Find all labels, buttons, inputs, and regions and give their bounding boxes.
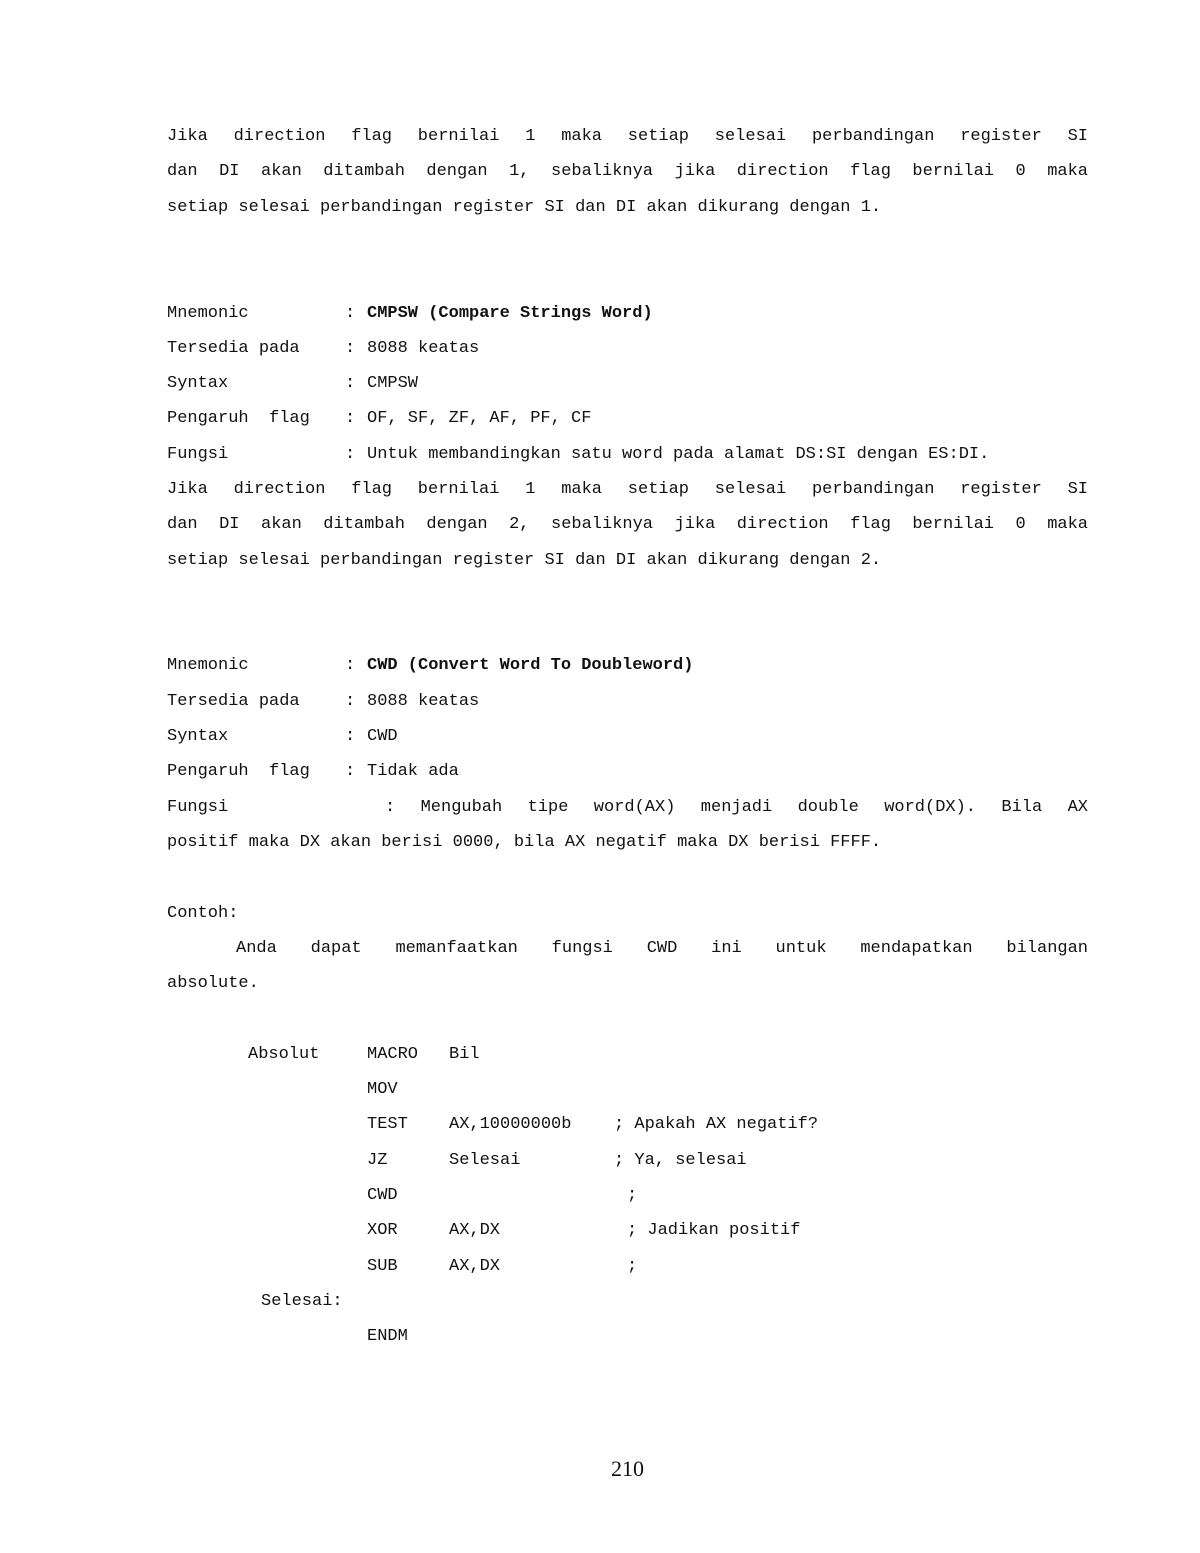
cmpsw-flags-value: OF, SF, ZF, AF, PF, CF (367, 409, 592, 428)
cwd-syntax-sep: : (345, 727, 356, 746)
cmpsw-desc-line-2: dan DI akan ditambah dengan 2, sebaliknya jika direction flag bernilai 0 maka (167, 515, 1088, 534)
code-arg: Bil (449, 1045, 480, 1064)
cmpsw-syntax-value: CMPSW (367, 374, 419, 393)
code-comment: ; Jadikan positif (627, 1221, 801, 1240)
cwd-flags-value: Tidak ada (367, 762, 459, 781)
cmpsw-function-sep: : (345, 445, 356, 464)
cwd-function-label: Fungsi (167, 798, 229, 817)
code-op: XOR (367, 1221, 398, 1240)
intro-line-1: Jika direction flag bernilai 1 maka setiap selesai perbandingan register SI (167, 127, 1088, 146)
code-comment: ; (627, 1257, 638, 1276)
code-arg: AX,DX (449, 1257, 501, 1276)
cmpsw-function-value: Untuk membandingkan satu word pada alamat DS:SI dengan ES:DI. (367, 445, 990, 464)
cmpsw-flags-sep: : (345, 409, 356, 428)
cwd-flags-sep: : (345, 762, 356, 781)
cmpsw-function-label: Fungsi (167, 445, 229, 464)
code-op: TEST (367, 1115, 408, 1134)
cmpsw-mnemonic-label: Mnemonic (167, 304, 249, 323)
code-op: SUB (367, 1257, 398, 1276)
code-comment: ; Apakah AX negatif? (614, 1115, 819, 1134)
cwd-desc-line: positif maka DX akan berisi 0000, bila AX negatif maka DX berisi FFFF. (167, 833, 882, 852)
code-op: MOV (367, 1080, 398, 1099)
code-arg: AX,10000000b (449, 1115, 572, 1134)
cwd-syntax-label: Syntax (167, 727, 229, 746)
cmpsw-desc-line-1: Jika direction flag bernilai 1 maka setiap selesai perbandingan register SI (167, 480, 1088, 499)
cwd-available-label: Tersedia pada (167, 692, 300, 711)
code-end-label: Selesai: (261, 1292, 343, 1311)
cwd-mnemonic-label: Mnemonic (167, 656, 249, 675)
cmpsw-available-label: Tersedia pada (167, 339, 300, 358)
example-paragraph-line-1: Anda dapat memanfaatkan fungsi CWD ini untuk mendapatkan bilangan (236, 939, 1088, 958)
cmpsw-mnemonic-sep: : (345, 304, 356, 323)
page-number: 210 (611, 1456, 644, 1481)
code-op: CWD (367, 1186, 398, 1205)
cmpsw-mnemonic-value: CMPSW (Compare Strings Word) (367, 304, 653, 323)
cmpsw-syntax-label: Syntax (167, 374, 229, 393)
code-comment: ; Ya, selesai (614, 1151, 747, 1170)
code-arg: Selesai (449, 1151, 521, 1170)
cwd-flags-label: Pengaruh flag (167, 762, 310, 781)
cwd-mnemonic-sep: : (345, 656, 356, 675)
example-paragraph-line-2: absolute. (167, 974, 259, 993)
cmpsw-available-sep: : (345, 339, 356, 358)
intro-line-3: setiap selesai perbandingan register SI dan DI akan dikurang dengan 1. (167, 198, 882, 217)
cwd-mnemonic-value: CWD (Convert Word To Doubleword) (367, 656, 694, 675)
code-arg: AX,DX (449, 1221, 501, 1240)
cwd-available-sep: : (345, 692, 356, 711)
code-end-op: ENDM (367, 1327, 408, 1346)
cwd-syntax-value: CWD (367, 727, 398, 746)
cwd-function-value: : Mengubah tipe word(AX) menjadi double word(DX). Bila AX (385, 798, 1088, 817)
code-comment: ; (627, 1186, 638, 1205)
code-macro-label: Absolut (248, 1045, 320, 1064)
cmpsw-desc-line-3: setiap selesai perbandingan register SI dan DI akan dikurang dengan 2. (167, 551, 882, 570)
cwd-available-value: 8088 keatas (367, 692, 480, 711)
example-heading: Contoh: (167, 904, 239, 923)
cmpsw-flags-label: Pengaruh flag (167, 409, 310, 428)
code-op: MACRO (367, 1045, 419, 1064)
cmpsw-available-value: 8088 keatas (367, 339, 480, 358)
code-op: JZ (367, 1151, 388, 1170)
intro-line-2: dan DI akan ditambah dengan 1, sebaliknya jika direction flag bernilai 0 maka (167, 162, 1088, 181)
cmpsw-syntax-sep: : (345, 374, 356, 393)
